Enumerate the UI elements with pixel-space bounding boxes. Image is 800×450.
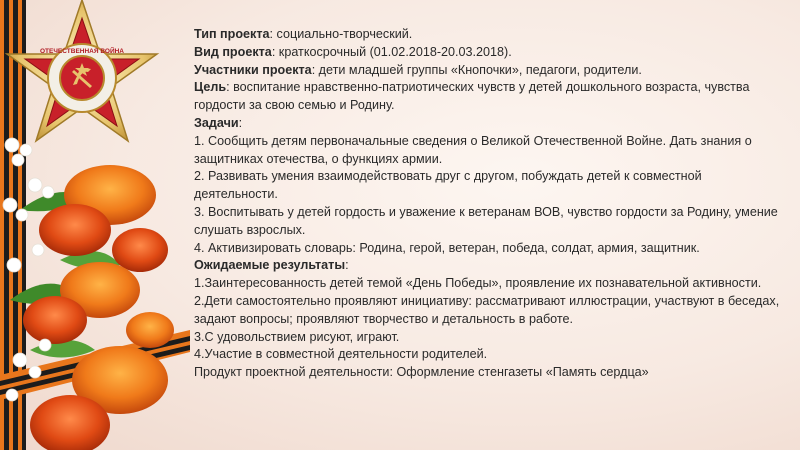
participants-line — [194, 62, 784, 80]
goal-value: : воспитание нравственно-патриотических чувств у детей дошкольного возраста, чувства гордости за свою семью и Родину. — [194, 80, 750, 113]
result-item: 2.Дети самостоятельно проявляют инициативу: рассматривают иллюстрации, участвуют в беседах, задают вопросы; проявляют творчество и детальность в работе. — [194, 293, 780, 326]
result-item: 1.Заинтересованность детей темой «День Победы», проявление их познавательной активности. — [194, 276, 762, 291]
project-description — [194, 26, 784, 382]
participants-label: Участники проекта — [194, 62, 312, 77]
decorative-border — [0, 0, 190, 450]
emblem-ribbon-text: ОТЕЧЕСТВЕННАЯ ВОЙНА — [39, 48, 125, 55]
task-item: 2. Развивать умения взаимодействовать друг с другом, побуждать детей к совместной деятельности. — [194, 169, 702, 202]
goal-line — [194, 79, 784, 115]
task-item: 4. Активизировать словарь: Родина, герой, ветеран, победа, солдат, армия, защитник. — [194, 240, 700, 255]
tasks-colon: : — [238, 115, 243, 130]
participants-value: : дети младшей группы «Кнопочки», педагоги, родители. — [311, 62, 642, 77]
project-type-label: Тип проекта — [194, 27, 270, 41]
project-kind-label: Вид проекта — [194, 44, 272, 59]
order-emblem-icon — [7, 0, 157, 141]
project-type-value: : социально-творческий. — [269, 27, 413, 41]
project-type-line — [194, 26, 784, 44]
tasks-label: Задачи — [194, 115, 239, 130]
results-heading — [194, 257, 784, 275]
results-colon: : — [345, 258, 349, 273]
goal-label: Цель — [194, 80, 227, 95]
task-item: 3. Воспитывать у детей гордость и уважение к ветеранам ВОВ, чувство гордости за Родину, умение слушать взрослых. — [194, 204, 778, 237]
result-item: 4.Участие в совместной деятельности родителей. — [194, 347, 488, 362]
tasks-heading — [194, 115, 784, 133]
results-label: Ожидаемые результаты — [194, 258, 346, 273]
product-line: Продукт проектной деятельности: Оформление стенгазеты «Память сердца» — [194, 365, 649, 380]
project-kind-value: : краткосрочный (01.02.2018-20.03.2018). — [271, 44, 512, 59]
result-item: 3.С удовольствием рисуют, играют. — [194, 329, 400, 344]
task-item: 1. Сообщить детям первоначальные сведения о Великой Отечественной Войне. Дать знания о защитниках отечества, о функциях армии. — [194, 133, 752, 166]
project-kind-line — [194, 44, 784, 62]
